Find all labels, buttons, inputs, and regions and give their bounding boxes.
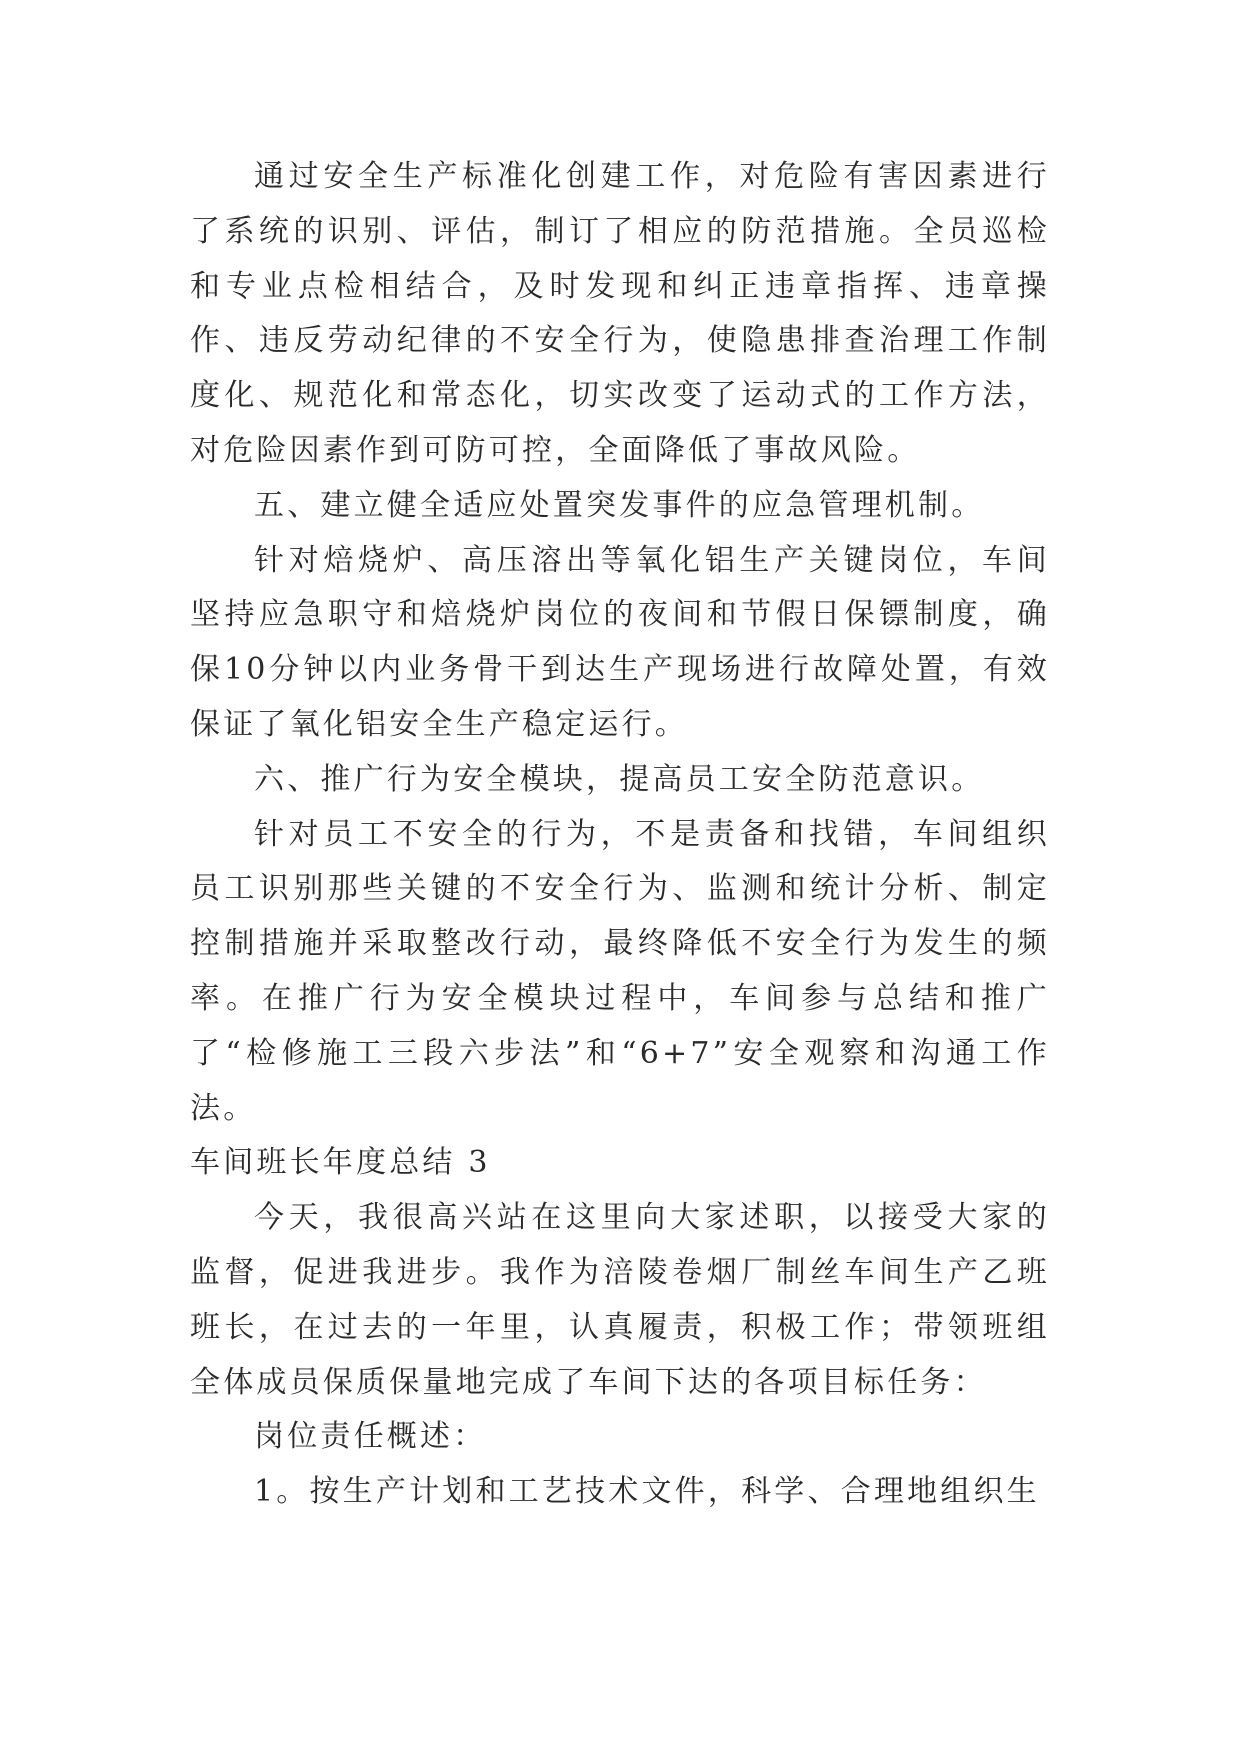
paragraph-behavior-safety: 针对员工不安全的行为，不是责备和找错，车间组织员工识别那些关键的不安全行为、监测和统计分析、制定控制措施并采取整改行动，最终降低不安全行为发生的频率。在推广行为安全模块过程中，车间参与总结和推广了“检修施工三段六步法”和“6+7”安全观察和沟通工作法。 xyxy=(190,816,1050,1126)
paragraph-safety-standardization: 通过安全生产标准化创建工作，对危险有害因素进行了系统的识别、评估，制订了相应的防范措施。全员巡检和专业点检相结合，及时发现和纠正违章指挥、违章操作、违反劳动纪律的不安全行为，使隐患排查治理工作制度化、规范化和常态化，切实改变了运动式的工作方法，对危险因素作到可防可控，全面降低了事故风险。 xyxy=(190,159,1050,468)
paragraph-emergency-duty: 针对焙烧炉、高压溶出等氧化铝生产关键岗位，车间坚持应急职守和焙烧炉岗位的夜间和节假日保镖制度，确保10分钟以内业务骨干到达生产现场进行故障处置，有效保证了氧化铝安全生产稳定运行。 xyxy=(190,542,1050,742)
paragraph-item-1: 1。按生产计划和工艺技术文件，科学、合理地组织生 xyxy=(254,1474,1040,1510)
section-heading-six: 六、推广行为安全模块，提高员工安全防范意识。 xyxy=(254,761,985,797)
document-title-summary-3: 车间班长年度总结 3 xyxy=(190,1145,491,1181)
section-heading-five: 五、建立健全适应处置突发事件的应急管理机制。 xyxy=(254,487,985,523)
document-body xyxy=(190,150,1050,1520)
paragraph-introduction: 今天，我很高兴站在这里向大家述职，以接受大家的监督，促进我进步。我作为涪陵卷烟厂制丝车间生产乙班班长，在过去的一年里，认真履责，积极工作；带领班组全体成员保质保量地完成了车间下达的各项目标任务： xyxy=(190,1200,1050,1400)
paragraph-responsibility-overview: 岗位责任概述： xyxy=(254,1419,487,1455)
